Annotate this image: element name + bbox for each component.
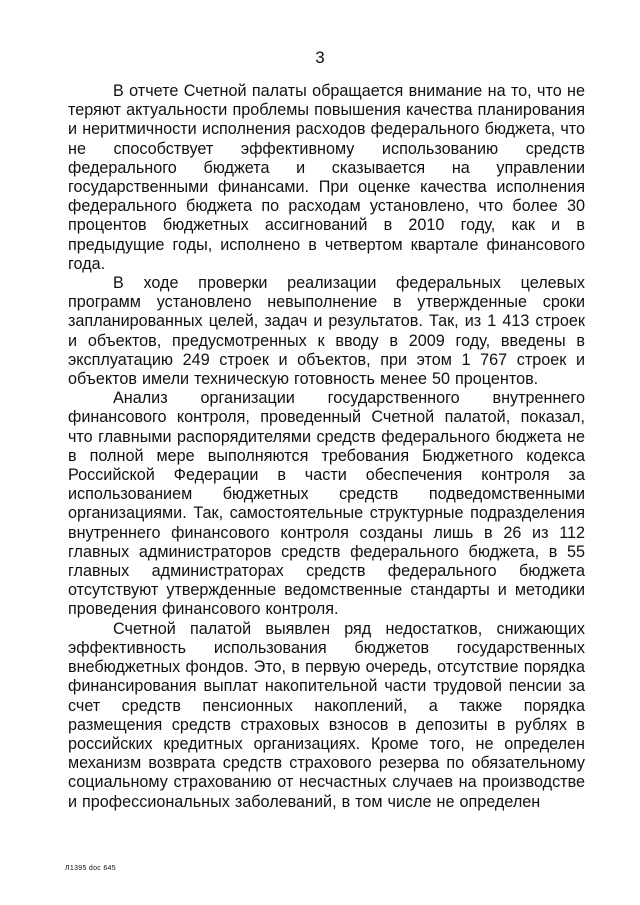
paragraph-target-programs: В ходе проверки реализации федеральных целевых программ установлено невыполнение в утвержденные сроки запланированных целей, задач и результатов. Так, из 1 413 строек и объектов, предусмотренных к вводу в 2009 году, введены в эксплуатацию 249 строек и объектов, при этом 1 767 строек и объектов имели техническую готовность менее 50 процентов. <box>68 274 585 389</box>
paragraph-internal-control: Анализ организации государственного внутреннего финансового контроля, проведенный Счетной палатой, показал, что главными распорядителями средств федерального бюджета не в полной мере выполняются требования Бюджетного кодекса Российской Федерации в части обеспечения контроля за использованием бюджетных средств подведомственными организациями. Так, самостоятельные структурные подразделения внутреннего финансового контроля созданы лишь в 26 из 112 главных администраторов средств федерального бюджета, в 55 главных администраторах средств федерального бюджета отсутствуют утвержденные ведомственные стандарты и методики проведения финансового контроля. <box>68 389 585 619</box>
paragraph-planning-quality: В отчете Счетной палаты обращается внимание на то, что не теряют актуальности проблемы повышения качества планирования и неритмичности исполнения расходов федерального бюджета, что не способствует эффективному использованию средств федерального бюджета и сказывается на управлении государственными финансами. При оценке качества исполнения федерального бюджета по расходам установлено, что более 30 процентов бюджетных ассигнований в 2010 году, как и в предыдущие годы, исполнено в четвертом квартале финансового года. <box>68 82 585 273</box>
footer-document-code: Л1395 doc 645 <box>65 865 116 872</box>
page-number: 3 <box>315 48 325 67</box>
document-body <box>68 82 585 812</box>
paragraph-extrabudgetary-funds: Счетной палатой выявлен ряд недостатков, снижающих эффективность использования бюджетов государственных внебюджетных фондов. Это, в первую очередь, отсутствие порядка финансирования выплат накопительной части трудовой пенсии за счет средств пенсионных накоплений, а также порядка размещения средств страховых взносов в депозиты в рублях в российских кредитных организациях. Кроме того, не определен механизм возврата средств страхового резерва по обязательному социальному страхованию от несчастных случаев на производстве и профессиональных заболеваний, в том числе не определен <box>68 619 585 811</box>
